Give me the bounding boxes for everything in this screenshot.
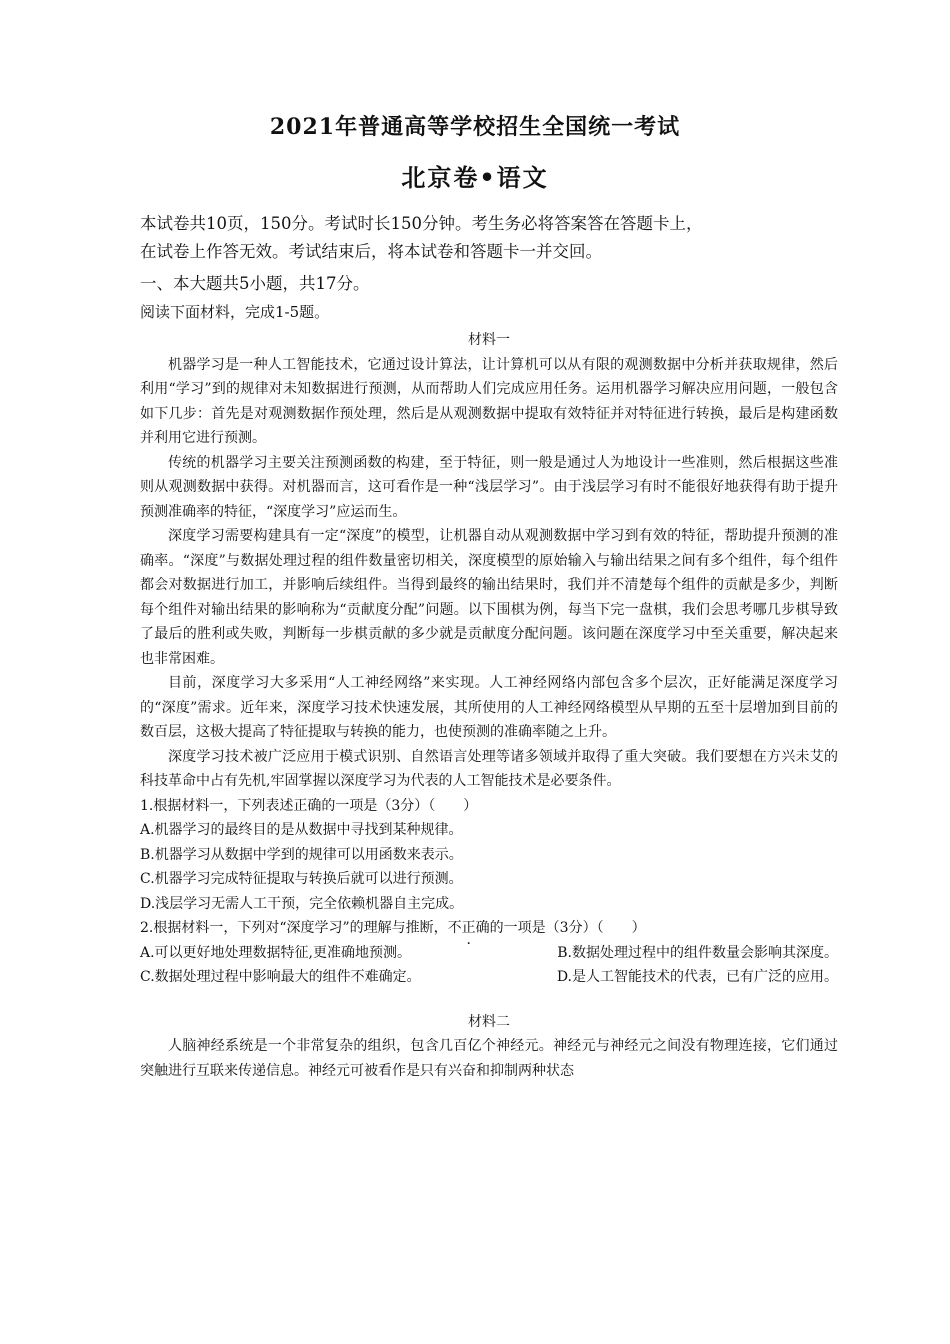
question-2-option-d: D.是人工智能技术的代表，已有广泛的应用。 bbox=[556, 969, 838, 985]
material-paragraph: 深度学习需要构建具有一定“深度”的模型，让机器自动从观测数据中学习到有效的特征，帮助提升预测的准确率。“深度”与数据处理过程的组件数量密切相关，深度模型的原始输入与输出结果之间有多个组件，每个组件都会对数据进行加工，并影响后续组件。当得到最终的输出结果时，我们并不清楚每个组件的贡献是多少，判断每个组件对输出结果的影响称为“贡献度分配”问题。以下围棋为例，每当下完一盘棋，我们会思考哪几步棋导致了最后的胜利或失败，判断每一步棋贡献的多少就是贡献度分配问题。该问题在深度学习中至关重要，解决起来也非常困难。 bbox=[140, 528, 838, 667]
question-2-stem-pre: 2.根据材料一，下列对“深度学习”的理解与推断， bbox=[140, 920, 448, 936]
question-2-options-row bbox=[140, 941, 838, 966]
exam-subtitle: 北京卷•语文 bbox=[401, 163, 549, 192]
question-2-option-a: A.可以更好地处理数据特征,更准确地预测。 bbox=[140, 944, 412, 961]
material-paragraph: 目前，深度学习大多采用“人工神经网络”来实现。人工神经网络内部包含多个层次，正好能满足深度学习的“深度”需求。近年来，深度学习技术快速发展，其所使用的人工神经网络模型从早期的五至十层增加到目前的数百层，这极大提高了特征提取与转换的能力，也使预测的准确率随之上升。 bbox=[140, 675, 838, 740]
section-instruction: 阅读下面材料，完成1-5题。 bbox=[140, 303, 330, 321]
material-paragraph: 机器学习是一种人工智能技术，它通过设计算法，让计算机可以从有限的观测数据中分析并获取规律，然后利用“学习”到的规律对未知数据进行预测，从而帮助人们完成应用任务。运用机器学习解决应用问题，一般包含如下几步：首先是对观测数据作预处理，然后是从观测数据中提取有效特征并对特征进行转换，最后是构建函数并利用它进行预测。 bbox=[140, 356, 838, 446]
spacer bbox=[140, 990, 838, 1010]
question-2-stem bbox=[140, 916, 838, 941]
exam-instructions bbox=[140, 210, 838, 266]
question-1-option-d: D.浅层学习无需人工干预，完全依赖机器自主完成。 bbox=[140, 895, 464, 912]
question-2-option-c: C.数据处理过程中影响最大的组件不难确定。 bbox=[140, 969, 421, 985]
question-1-stem: 1.根据材料一，下列表述正确的一项是（3分）（ ） bbox=[140, 797, 478, 814]
section-heading: 一、本大题共5小题，共17分。 bbox=[140, 274, 370, 293]
question-2-options-row bbox=[140, 965, 838, 990]
question-1-option-a: A.机器学习的最终目的是从数据中寻找到某种规律。 bbox=[140, 822, 463, 838]
question-2-option-b: B.数据处理过程中的组件数量会影响其深度。 bbox=[557, 944, 838, 961]
exam-title: 2021年普通高等学校招生全国统一考试 bbox=[269, 114, 681, 140]
question-1-option-b: B.机器学习从数据中学到的规律可以用函数来表示。 bbox=[140, 846, 463, 863]
section-header bbox=[140, 270, 838, 326]
question-1-option-c: C.机器学习完成特征提取与转换后就可以进行预测。 bbox=[140, 871, 463, 887]
material-one-title: 材料一 bbox=[468, 332, 510, 348]
material-two-title: 材料二 bbox=[468, 1013, 510, 1030]
reading-body bbox=[140, 328, 838, 1083]
material-paragraph: 深度学习技术被广泛应用于模式识别、自然语言处理等诸多领域并取得了重大突破。我们要想在方兴未艾的科技革命中占有先机,牢固掌握以深度学习为代表的人工智能技术是必要条件。 bbox=[140, 748, 838, 789]
material-paragraph: 人脑神经系统是一个非常复杂的组织，包含几百亿个神经元。神经元与神经元之间没有物理连接，它们通过突触进行互联来传递信息。神经元可被看作是只有兴奋和抑制两种状态 bbox=[140, 1038, 838, 1079]
instruction-line: 本试卷共10页，150分。考试时长150分钟。考生务必将答案答在答题卡上， bbox=[140, 214, 703, 233]
material-paragraph: 传统的机器学习主要关注预测函数的构建，至于特征，则一般是通过人为地设计一些准则，然后根据这些准则从观测数据中获得。对机器而言，这可看作是一种“浅层学习”。由于浅层学习有时不能很好地获得有助于提升预测准确率的特征，“深度学习”应运而生。 bbox=[140, 454, 838, 520]
instruction-line: 在试卷上作答无效。考试结束后，将本试卷和答题卡一并交回。 bbox=[140, 242, 602, 261]
question-2-emphasis: 不正确 bbox=[447, 920, 490, 936]
question-2-stem-post: 的一项是（3分）（ ） bbox=[489, 920, 646, 936]
